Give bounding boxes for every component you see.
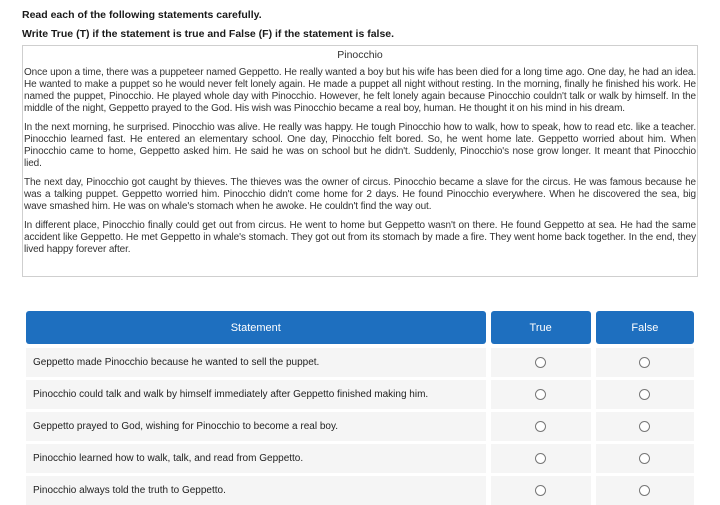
true-cell	[491, 380, 591, 409]
story-box	[22, 45, 698, 277]
story-title: Pinocchio	[337, 49, 383, 61]
false-cell	[596, 476, 694, 505]
instruction-line-2: Write True (T) if the statement is true and False (F) if the statement is false.	[22, 28, 395, 40]
true-radio[interactable]	[535, 421, 546, 432]
false-radio[interactable]	[639, 357, 650, 368]
header-true: True	[491, 311, 591, 344]
story-paragraph-3: The next day, Pinocchio got caught by thieves. The thieves was the owner of circus. Pinocchio became a slave for the circus. He was famous because he was a talking puppet. Geppetto worried him. Pinocchio didn't come home for 2 days. He found Pinocchio everywhere. When he discovered the sea, big wave smashed him. He was on whale's stomach when he awoke. He couldn't find the way out.	[24, 177, 696, 212]
story-paragraph-4: In different place, Pinocchio finally could get out from circus. He went to home but Geppetto wasn't on there. He found Geppetto at sea. He had the same accident like Geppetto. He met Geppetto in whale's stomach. They got out from its stomach by made a fire. They went home back together. In the end, they lived happy forever after.	[24, 220, 696, 255]
table-row	[26, 380, 694, 409]
false-cell	[596, 412, 694, 441]
false-cell	[596, 380, 694, 409]
false-cell	[596, 348, 694, 377]
true-cell	[491, 444, 591, 473]
header-false: False	[596, 311, 694, 344]
table-header	[26, 311, 694, 344]
true-cell	[491, 348, 591, 377]
statement-text: Pinocchio always told the truth to Geppetto.	[26, 476, 486, 505]
table-row	[26, 348, 694, 377]
statement-text: Geppetto prayed to God, wishing for Pinocchio to become a real boy.	[26, 412, 486, 441]
table-row	[26, 412, 694, 441]
true-cell	[491, 476, 591, 505]
true-radio[interactable]	[535, 485, 546, 496]
table-row	[26, 444, 694, 473]
true-radio[interactable]	[535, 389, 546, 400]
statement-text: Pinocchio learned how to walk, talk, and read from Geppetto.	[26, 444, 486, 473]
true-radio[interactable]	[535, 357, 546, 368]
statement-text: Geppetto made Pinocchio because he wanted to sell the puppet.	[26, 348, 486, 377]
false-radio[interactable]	[639, 453, 650, 464]
false-radio[interactable]	[639, 485, 650, 496]
story-paragraph-1: Once upon a time, there was a puppeteer named Geppetto. He really wanted a boy but his wife has been died for a long time ago. One day, he had an idea. He wanted to make a puppet so he would never felt lonely again. He made a puppet all night without resting. In the morning, finally he finished his work. He named the puppet, Pinocchio. He played whole day with Pinocchio. However, he felt lonely again because Pinocchio couldn't talk or walk by himself. In the middle of the night, Geppetto prayed to the God. His wish was Pinocchio became a real boy, human. He thought it on his mind in his dream.	[24, 67, 696, 114]
table-row	[26, 476, 694, 505]
true-false-table	[26, 311, 694, 505]
true-cell	[491, 412, 591, 441]
instruction-line-1: Read each of the following statements carefully.	[22, 9, 262, 21]
false-cell	[596, 444, 694, 473]
false-radio[interactable]	[639, 389, 650, 400]
story-paragraph-2: In the next morning, he surprised. Pinocchio was alive. He really was happy. He tough Pinocchio how to walk, how to speak, how to read etc. like a teacher. Pinocchio learned fast. He entered an elementary school. One day, Pinocchio felt bored. So, he went home late. Geppetto worried about him. When Pinocchio came to home, Geppetto asked him. He said he was on school but he didn't. Suddenly, Pinocchio's nose grow longer. It meant that Pinocchio lied.	[24, 122, 696, 169]
statement-text: Pinocchio could talk and walk by himself immediately after Geppetto finished making him.	[26, 380, 486, 409]
header-statement: Statement	[26, 311, 486, 344]
true-radio[interactable]	[535, 453, 546, 464]
false-radio[interactable]	[639, 421, 650, 432]
